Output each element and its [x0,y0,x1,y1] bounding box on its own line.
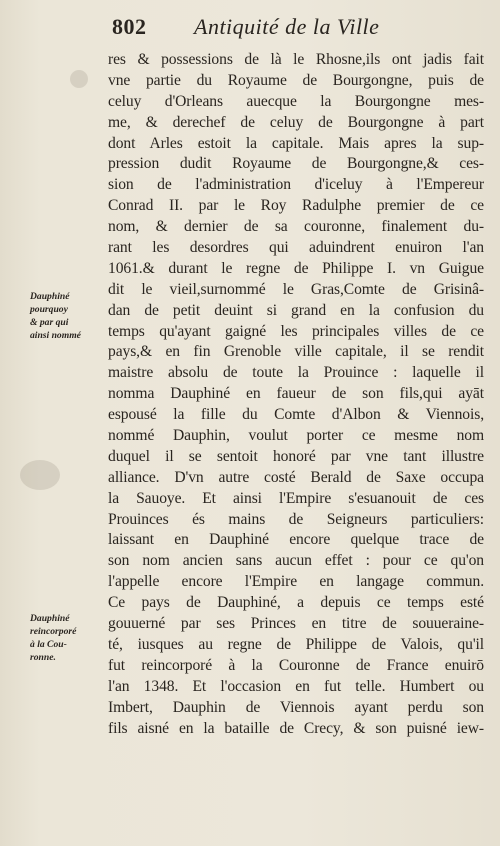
text-line: fils aisné en la bataille de Crecy, & son puisné iew- [108,719,484,737]
margin-note-line: pourquoy [30,304,68,315]
text-line: té, iusques au regne de Philippe de Valois, qu'il [108,635,484,653]
body-text [108,50,484,739]
text-line: Prouinces és mains de Seigneurs particuliers: [108,510,484,528]
text-line: gouuerné par ses Princes en titre de souueraine- [108,615,484,633]
page-header [112,14,492,44]
text-line: Conrad II. par le Roy Radulphe premier de ce [108,197,484,215]
text-line: l'an 1348. Et l'occasion en fut telle. Humbert ou [108,677,484,695]
text-line: nomma Dauphiné en faueur de son fils,qui ayāt [108,385,484,403]
text-line: sion de l'administration d'iceluy à l'Empereur [108,176,484,194]
text-line: 1061.& durant le regne de Philippe I. vn Guigue [108,259,484,277]
margin-note-line: Dauphiné [30,613,70,624]
margin-note-line: Dauphiné [30,291,70,302]
text-line: espousé la fille du Comte d'Albon & Viennois, [108,406,484,424]
text-line: la Sauoye. Et ainsi l'Empire s'esuanouit de ces [108,489,484,507]
text-line: rant les desordres qui aduindrent enuiron l'an [108,239,484,257]
text-line: laissant en Dauphiné encore quelque trace de [108,531,484,549]
text-line: dont Arles estoit la capitale. Mais apres la sup- [108,134,484,152]
text-line: alliance. D'vn autre costé Berald de Saxe occupa [108,468,484,486]
text-line: pays,& en fin Grenoble ville capitale, il se rendit [108,343,484,361]
text-line: temps qu'ayant gaigné les principales villes de ce [108,322,484,340]
page-number: 802 [112,14,147,39]
margin-note-line: ronne. [30,652,56,663]
margin-note-line: ainsi nommé [30,330,81,341]
text-line: nommé Dauphin, voulut porter ce mesme nom [108,427,484,445]
text-line: fut reincorporé à la Couronne de France enuirō [108,656,484,674]
margin-note-dauphine-reincorporated [30,612,104,664]
text-line: dan de petit deuint si grand en la confusion du [108,301,484,319]
margin-note-line: & par qui [30,317,69,328]
text-line: nom, & dernier de sa couronne, finalement du- [108,218,484,236]
text-line: duquel il se sentoit honoré par vne tant illustre [108,447,484,465]
text-line: maistre absolu de toute la Prouince : laquelle il [108,364,484,382]
text-line: Imbert, Dauphin de Viennois ayant perdu son [108,698,484,716]
text-line: son nom ancien sans aucun effet : pour ce qu'on [108,552,484,570]
running-title: Antiquité de la Ville [194,14,380,39]
text-line: dit le vieil,surnommé le Gras,Comte de Grisinâ- [108,280,484,298]
text-line: vne partie du Royaume de Bourgongne, puis de [108,71,484,89]
margin-note-line: reincorporé [30,626,77,637]
text-line: me, & derechef de celuy de Bourgongne à part [108,113,484,131]
margin-note-line: à la Cou- [30,639,67,650]
text-line: res & possessions de là le Rhosne,ils ont jadis fait [108,51,484,68]
margin-note-dauphine-name [30,290,104,342]
text-line: pression dudit Royaume de Bourgongne,& ces- [108,155,484,173]
text-line: celuy d'Orleans auecque la Bourgongne mes- [108,92,484,110]
text-line: l'appelle encore l'Empire en langage commun. [108,573,484,591]
text-line: Ce pays de Dauphiné, a depuis ce temps esté [108,594,484,612]
